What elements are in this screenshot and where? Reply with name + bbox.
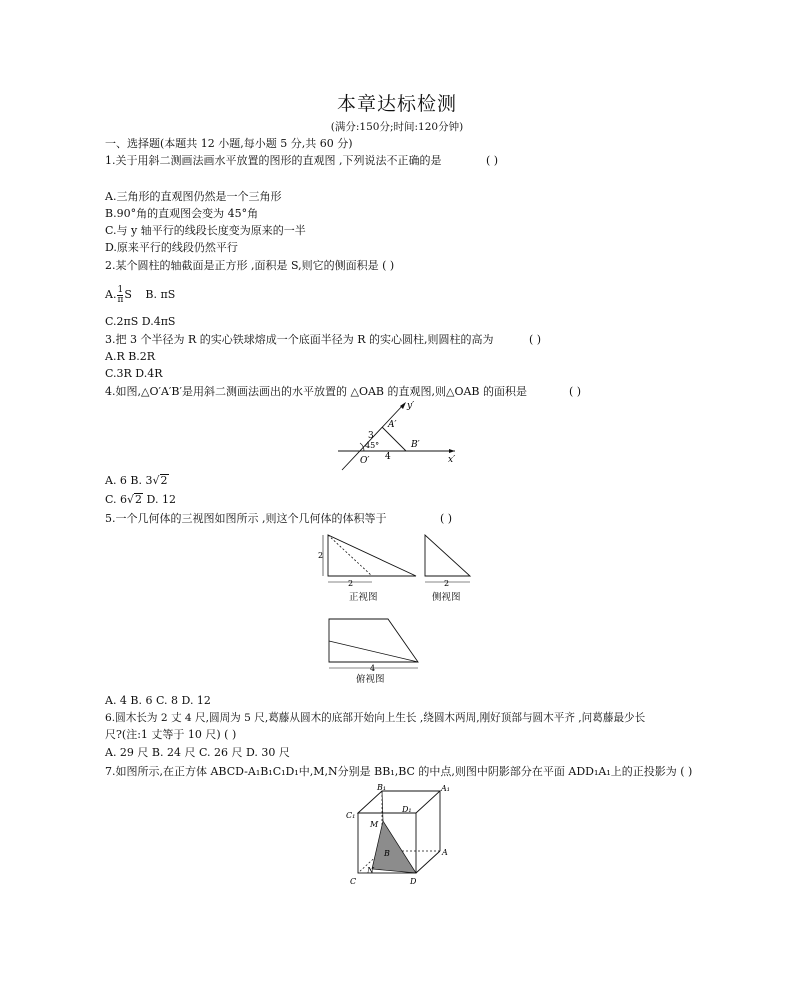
q5-front-hidden-edge [328,535,372,576]
q1-answer-paren: ( ) [486,154,499,167]
q7-label-d: D [410,877,417,886]
q2-options-cd: C.2πS D.4πS [105,315,176,328]
q5-front-view [318,530,422,586]
q2-options-ab [105,283,175,307]
q5-front-triangle [328,535,416,576]
q4-label-angle: 45° [365,441,380,450]
q2-option-a-fraction [117,286,123,305]
q4-label-a: A′ [388,420,397,430]
q4-label-four: 4 [385,452,391,462]
q6-line2: 尺?(注:1 丈等于 10 尺) ( ) [105,728,237,741]
q7-top-face [358,791,440,813]
q7-label-m: M [370,820,379,829]
page-title: 本章达标检测 [336,93,457,115]
q4-answer-paren: ( ) [569,385,582,398]
q7-label-b: B [384,849,390,858]
q5-side-caption: 侧视图 [432,592,461,603]
q5-options: A. 4 B. 6 C. 8 D. 12 [105,694,211,707]
q1-option-c: C.与 y 轴平行的线段长度变为原来的一半 [105,224,306,237]
q7-label-c1: C₁ [346,811,356,820]
q7-label-n: N [367,866,374,875]
q5-side-triangle [425,535,470,576]
q5-top-caption: 俯视图 [356,674,385,685]
q4-label-x: x′ [448,455,456,465]
q6-options: A. 29 尺 B. 24 尺 C. 26 尺 D. 30 尺 [105,746,290,759]
q6-line1: 6.圆木长为 2 丈 4 尺,圆周为 5 尺,葛藤从圆木的底部开始向上生长 ,绕圆木两周,刚好顶部与圆木平齐 ,问葛藤最少长 [105,712,646,724]
q7-label-d1: D₁ [402,805,412,814]
q5-front-width-label: 2 [348,579,354,586]
q7-right-bottom-edge [416,851,440,873]
q5-side-view [420,530,476,586]
q4-label-three: 3 [368,431,374,441]
q5-top-width-label: 4 [370,664,376,672]
q1-stem: 1.关于用斜二测画法画水平放置的图形的直观图 ,下列说法不正确的是 [105,154,442,167]
q5-front-height-label: 2 [318,551,324,560]
q4-x-arrow [449,449,455,453]
q7-label-c: C [350,877,357,886]
q5-top-diagonal [329,641,418,662]
q2-option-a-suffix: S [124,288,132,301]
q5-front-caption: 正视图 [349,592,378,603]
q4-label-o: O′ [360,456,370,466]
q4-segment-ab [382,427,406,451]
q4-option-c-text: C. 6 [105,493,128,506]
q5-top-trapezoid [329,619,418,662]
q3-answer-paren: ( ) [529,333,542,346]
q2-option-a-numerator: 1 [117,284,124,295]
q5-top-view [324,616,424,672]
q7-label-a1: A₁ [441,784,450,793]
q7-stem: 7.如图所示,在正方体 ABCD-A₁B₁C₁D₁中,M,N分别是 BB₁,BC 的中点,则图中阴影部分在平面 ADD₁A₁上的正投影为 ( ) [105,765,693,778]
q5-answer-paren: ( ) [440,512,453,525]
q7-cube-figure [340,781,460,891]
q4-option-c-radicand: 2 [135,493,143,506]
q4-label-y: y′ [407,401,415,411]
q4-label-b: B′ [411,440,420,450]
q2-option-a-denominator: π [117,294,124,305]
q2-option-a-prefix: A. [105,288,117,301]
q2-option-b: B. πS [145,288,176,301]
q4-option-b-radicand: 2 [160,474,168,487]
q3-options-cd: C.3R D.4R [105,367,163,380]
q2-stem: 2.某个圆柱的轴截面是正方形 ,面积是 S,则它的侧面积是 ( ) [105,259,395,272]
q7-label-a: A [442,848,448,857]
q4-option-ab-text: A. 6 B. 3 [105,474,153,487]
q5-side-width-label: 2 [444,579,450,586]
q3-stem: 3.把 3 个半径为 R 的实心铁球熔成一个底面半径为 R 的实心圆柱,则圆柱的高为 [105,333,494,346]
q7-label-b1: B₁ [377,783,387,792]
q3-options-ab: A.R B.2R [105,350,156,363]
q4-oblique-figure [330,396,470,476]
page-subtitle: (满分:150分;时间:120分钟) [330,121,464,133]
q1-option-a: A.三角形的直观图仍然是一个三角形 [105,190,282,203]
q7-shaded-region [372,821,416,873]
q4-options-cd: C. 6√2 D. 12 [105,493,176,506]
q1-option-d: D.原来平行的线段仍然平行 [105,241,238,254]
q5-stem: 5.一个几何体的三视图如图所示 ,则这个几何体的体积等于 [105,512,387,525]
q4-option-d-text: D. 12 [143,493,176,506]
q4-options-ab: A. 6 B. 3√2 [105,474,168,487]
q1-option-b: B.90°角的直观图会变为 45°角 [105,207,259,220]
q4-stem: 4.如图,△O′A′B′是用斜二测画法画出的水平放置的 △OAB 的直观图,则△OAB 的面积是 [105,385,527,398]
section-heading: 一、选择题(本题共 12 小题,每小题 5 分,共 60 分) [105,137,353,150]
